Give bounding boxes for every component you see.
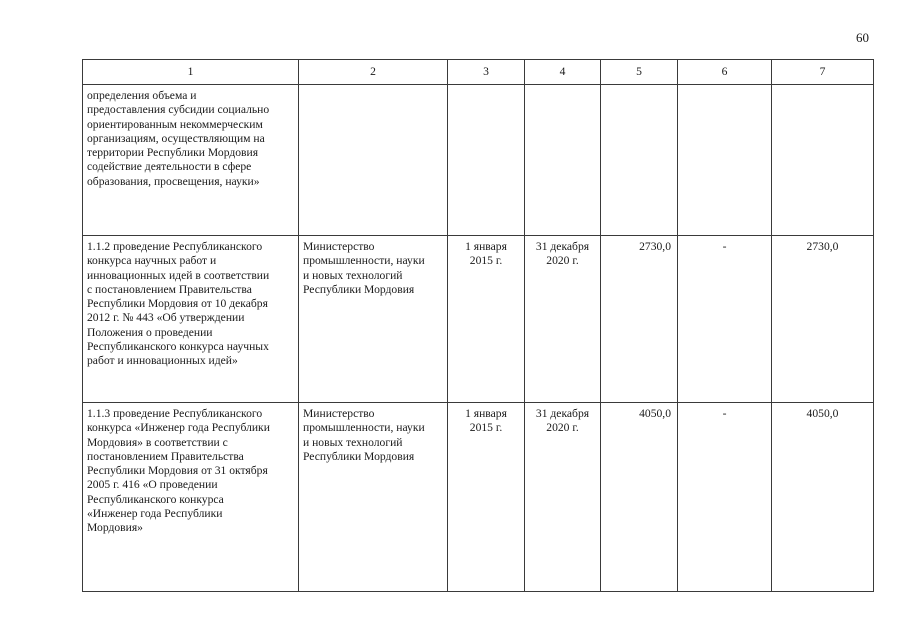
- header-col-3: 3: [448, 60, 525, 85]
- continued-description: определения объема и предоставления субсидии социально ориентированным некоммерческим организациям, осуществляющим на территории Республики Мордовия содействие деятельности в сфере образования, просвещения, науки»: [87, 89, 270, 188]
- end-date: 31 декабря 2020 г.: [535, 240, 590, 268]
- header-row: [83, 60, 874, 85]
- table-row: [83, 403, 874, 592]
- header-col-7: 7: [772, 60, 874, 85]
- program-table: [82, 59, 874, 592]
- table-row-continued: [83, 85, 874, 236]
- col7-value: 2730,0: [772, 236, 874, 403]
- empty-cell: [678, 85, 772, 236]
- col5-value: 4050,0: [601, 403, 678, 592]
- measure-description-cell: [83, 236, 299, 403]
- header-col-1: 1: [83, 60, 299, 85]
- empty-cell: [772, 85, 874, 236]
- measure-description-cell: [83, 403, 299, 592]
- empty-cell: [448, 85, 525, 236]
- executor: Министерство промышленности, науки и новых технологий Республики Мордовия: [303, 240, 425, 296]
- start-date-cell: [448, 236, 525, 403]
- table-row: [83, 236, 874, 403]
- empty-cell: [525, 85, 601, 236]
- end-date-cell: [525, 236, 601, 403]
- header-col-6: 6: [678, 60, 772, 85]
- start-date: 1 января 2015 г.: [465, 240, 507, 268]
- continued-description-cell: [83, 85, 299, 236]
- measure-description: 1.1.2 проведение Республиканского конкурса научных работ и инновационных идей в соответствии с постановлением Правительства Республики Мордовия от 10 декабря 2012 г. № 443 «Об утверждении Положения о проведении Республиканского конкурса научных работ и инновационных идей»: [87, 240, 270, 368]
- header-col-5: 5: [601, 60, 678, 85]
- page-number: 60: [856, 30, 869, 45]
- executor: Министерство промышленности, науки и новых технологий Республики Мордовия: [303, 407, 425, 463]
- executor-cell: [299, 236, 448, 403]
- header-col-4: 4: [525, 60, 601, 85]
- end-date: 31 декабря 2020 г.: [535, 407, 590, 435]
- empty-cell: [601, 85, 678, 236]
- start-date: 1 января 2015 г.: [465, 407, 507, 435]
- col5-value: 2730,0: [601, 236, 678, 403]
- col7-value: 4050,0: [772, 403, 874, 592]
- col6-value: -: [678, 403, 772, 592]
- empty-cell: [299, 85, 448, 236]
- start-date-cell: [448, 403, 525, 592]
- header-col-2: 2: [299, 60, 448, 85]
- col6-value: -: [678, 236, 772, 403]
- end-date-cell: [525, 403, 601, 592]
- measure-description: 1.1.3 проведение Республиканского конкурса «Инженер года Республики Мордовия» в соответствии с постановлением Правительства Республики Мордовия от 31 октября 2005 г. 416 «О проведении Республиканского конкурса «Инженер года Республики Мордовия»: [87, 407, 270, 535]
- executor-cell: [299, 403, 448, 592]
